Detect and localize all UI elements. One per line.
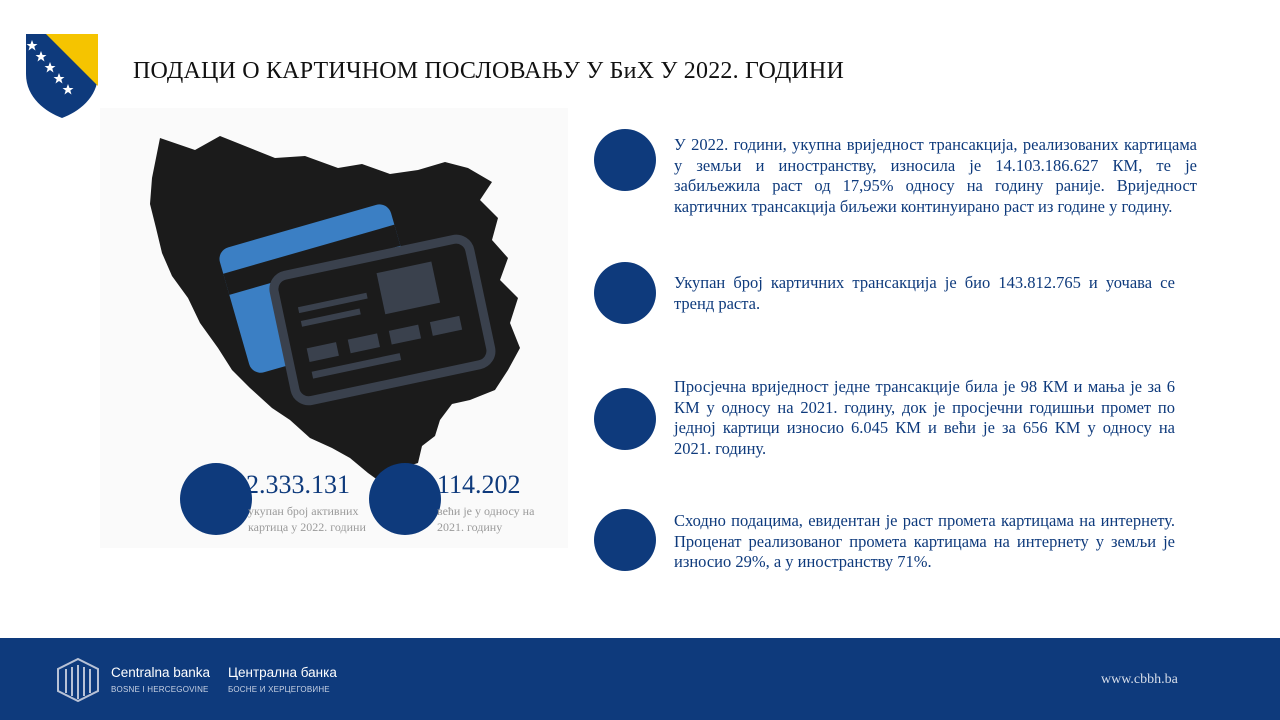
stat-circle-active-cards	[180, 463, 252, 535]
website-link[interactable]: www.cbbh.ba	[1101, 672, 1178, 687]
bank-subtitle-cyrillic: БОСНЕ И ХЕРЦЕГОВИНЕ	[228, 685, 330, 694]
info-text-average-value: Просјечна вриједност једне трансакције била је 98 КМ и мања је за 6 КМ у односу на 2021. годину, док је просјечни годишњи промет по једној картици износио 6.045 КМ и већи је за 656 КМ у односу на 2021. годину.	[674, 377, 1175, 458]
stat-value-active-cards: 2.333.131	[246, 470, 350, 499]
bih-coat-of-arms-icon	[26, 34, 98, 118]
bank-name-cyrillic: Централна банка	[228, 665, 337, 680]
stat-value-increase: 114.202	[437, 470, 521, 499]
stat-caption-increase: већи је у односу на 2021. годину	[437, 504, 535, 534]
bullet-circle-3	[594, 388, 656, 450]
bullet-circle-2	[594, 262, 656, 324]
stat-circle-increase	[369, 463, 441, 535]
bank-subtitle-latin: BOSNE I HERCEGOVINE	[111, 685, 209, 694]
cbbh-logo-icon	[56, 657, 100, 703]
info-text-transaction-value: У 2022. години, укупна вриједност трансакција, реализованих картицама у земљи и иностранству, износила је 14.103.186.627 КМ, те је забиљежила раст од 17,95% односу на годину раније. Вриједност картичних трансакција биљежи континуирано раст из године у годину.	[674, 135, 1197, 216]
bullet-circle-1	[594, 129, 656, 191]
bank-name-latin: Centralna banka	[111, 665, 211, 680]
info-text-transaction-count: Укупан број картичних трансакција је био 143.812.765 и уочава се тренд раста.	[674, 273, 1175, 313]
info-text-internet-turnover: Сходно подацима, евидентан је раст промета картицама на интернету. Проценат реализованог промета картицама на интернету у земљи је износио 29%, а у иностранству 71%.	[674, 511, 1175, 571]
page-title: ПОДАЦИ О КАРТИЧНОМ ПОСЛОВАЊУ У БиХ У 2022. ГОДИНИ	[133, 58, 844, 84]
bullet-circle-4	[594, 509, 656, 571]
stat-caption-active-cards: укупан број активних картица у 2022. години	[248, 504, 366, 534]
